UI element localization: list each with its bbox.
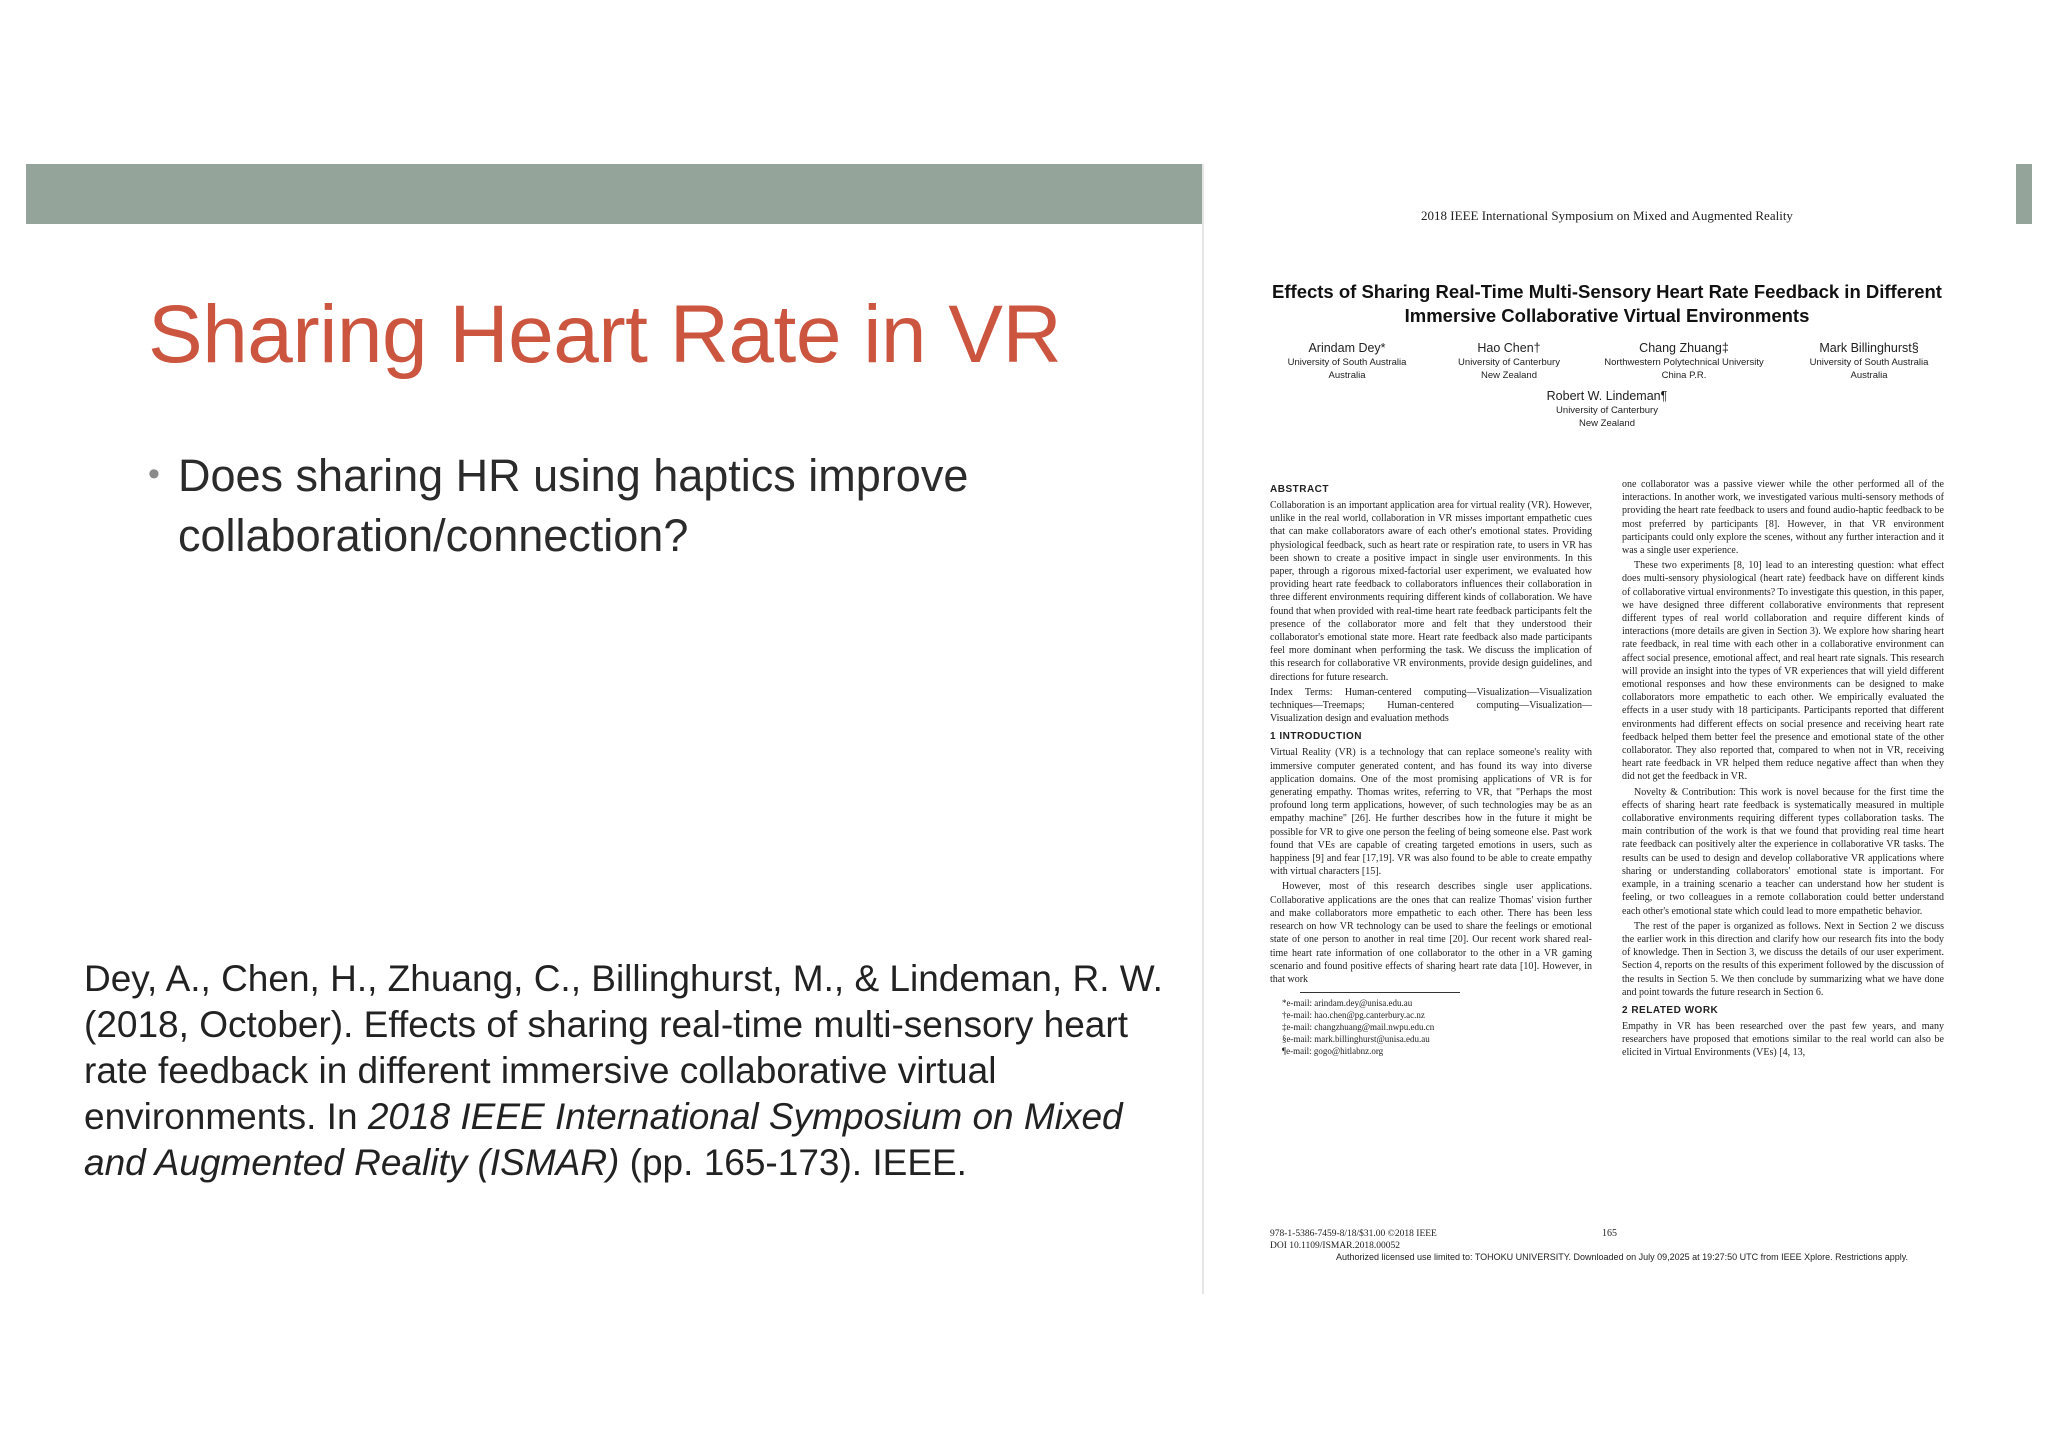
author-name: Hao Chen†: [1477, 341, 1541, 355]
paper-left-column: [1270, 478, 1592, 1057]
doi-line: DOI 10.1109/ISMAR.2018.00052: [1270, 1241, 1401, 1251]
author-name: Chang Zhuang‡: [1639, 341, 1729, 355]
paper-author: [1262, 340, 1432, 382]
footnote: *e-mail: arindam.dey@unisa.edu.au: [1282, 998, 1413, 1009]
body-paragraph: Novelty & Contribution: This work is novel because for the first time the effects of sharing heart rate feedback is systematically measured in multiple collaborative environments requiring different types collaboration tasks. The main contribution of the work is that we found that providing real time heart rate feedback can positively alter the experience in collaborative VR tasks. The results can be used to design and develop collaborative VR applications where sharing or understanding collaborators' emotional state is important. For example, in a training scenario a teacher can understand how her student is feeling, or two colleagues in a remote collaboration could better understand each other's emotional state which could lead to more empathetic behavior.: [1622, 786, 1944, 917]
index-terms: Index Terms: Human-centered computing—Visualization—Visualization techniques—Treemaps; Human-centered computing—Visualization—Visualization design and evaluation methods: [1270, 686, 1592, 725]
body-paragraph: The rest of the paper is organized as follows. Next in Section 2 we discuss the earlier work in this direction and clarify how our research fits into the body of knowledge. Then in Section 3, we discuss the details of our user experiment. Section 4, reports on the results of this experiment followed by the discussion of the results in Section 5. We then conclude by summarizing what we have done and point towards the future research in Section 6.: [1622, 920, 1944, 998]
author-country: New Zealand: [1481, 370, 1537, 381]
author-country: Australia: [1328, 370, 1366, 381]
author-country: Australia: [1850, 370, 1888, 381]
paper-footer: [1270, 1228, 1437, 1252]
citation-pages: (pp. 165-173). IEEE.: [619, 1142, 967, 1183]
license-note: Authorized licensed use limited to: TOHOKU UNIVERSITY. Downloaded on July 09,2025 at 19:27:50 UTC from IEEE Xplore. Restrictions apply.: [1335, 1252, 1909, 1262]
slide-title: Sharing Heart Rate in VR: [148, 289, 1062, 380]
footnotes: [1282, 997, 1592, 1057]
citation: [84, 956, 1194, 1186]
paper-right-column: [1622, 478, 1944, 1062]
page-number: 165: [1602, 1228, 1617, 1239]
author-name: Arindam Dey*: [1308, 341, 1386, 355]
author-affiliation: University of Canterbury: [1556, 405, 1658, 416]
footnote: ¶e-mail: gogo@hitlabnz.org: [1282, 1046, 1384, 1057]
intro-paragraph: However, most of this research describes single user applications. Collaborative applications are the ones that can realize Thomas' vision further and make collaborators more empathetic to each other. There has been less research on how VR technology can be used to share the feelings or emotional state of one person to another in real time [20]. Our recent work shared real-time heart rate information of one collaborator to the other in a VR gaming scenario and found positive effects of sharing heart rate data [10]. However, in that work: [1270, 881, 1592, 985]
body-paragraph: Empathy in VR has been researched over the past few years, and many researchers have proposed that emotions similar to the real world can also be elicited in Virtual Environments (VEs) [4, 13,: [1622, 1020, 1944, 1059]
author-affiliation: University of South Australia: [1809, 357, 1929, 368]
isbn-line: 978-1-5386-7459-8/18/$31.00 ©2018 IEEE: [1270, 1229, 1437, 1239]
author-affiliation: University of South Australia: [1287, 357, 1407, 368]
paper-image: [1262, 200, 1952, 1280]
footnote: §e-mail: mark.billinghurst@unisa.edu.au: [1282, 1034, 1430, 1045]
abstract-heading: ABSTRACT: [1270, 484, 1329, 495]
footnote: ‡e-mail: changzhuang@mail.nwpu.edu.cn: [1282, 1022, 1435, 1033]
paper-conference: 2018 IEEE International Symposium on Mixed and Augmented Reality: [1421, 208, 1793, 223]
intro-paragraph: Virtual Reality (VR) is a technology that can replace someone's reality with immersive computer generated content, and has found its way into diverse application domains. One of the most promising applications of VR is for generating empathy. Thomas writes, referring to VR, that "Perhaps the most profound long term applications, however, of such technologies may be as an empathy machine" [26]. He further describes how in the future it might be possible for VR to give one person the feeling of being someone else. Past work found that VEs are capable of creating targeted emotions in users, such as happiness [9] and fear [17,19]. VR was also found to be able to create empathy with virtual characters [15].: [1270, 747, 1592, 878]
title-bar-decoration: [26, 164, 1202, 224]
citation-venue: 2018 IEEE International Symposium on Mixed and Augmented Reality (ISMAR): [84, 1096, 1123, 1183]
author-name: Robert W. Lindeman¶: [1546, 389, 1668, 403]
author-affiliation: Northwestern Polytechnical University: [1604, 357, 1764, 368]
footnote: †e-mail: hao.chen@pg.canterbury.ac.nz: [1282, 1010, 1425, 1021]
author-country: China P.R.: [1661, 370, 1707, 381]
paper-author: [1507, 388, 1707, 430]
related-heading: 2 RELATED WORK: [1622, 1004, 1719, 1016]
divider: [1202, 164, 1204, 1294]
bullet-icon: •: [148, 455, 160, 493]
footnote-rule: [1300, 992, 1460, 993]
paper-author: [1584, 340, 1784, 382]
body-paragraph: These two experiments [8, 10] lead to an interesting question: what effect does multi-sensory physiological (heart rate) feedback have on different kinds of collaborative virtual environments? To investigate this question, in this paper, we have designed three different collaborative environments that represent different types of real world collaboration and require different kinds of interactions (more details are given in Section 3). We explore how sharing heart rate feedback, in real time with each other in a collaborative environment can affect social presence, emotional affect, and real heart rate signals. This research will provide an insight into the types of VR experiences that will yield different emotional responses and how these environments can be designed to make collaborators more empathetic to each other. We empirically evaluated the effects in a user study with 18 participants. Participants reported that different environments had different effects on social presence and receiving heart rate feedback helped them better feel the presence and emotional state of the other collaborator. They also reported that, compared to when not in VR, receiving heart rate feedback in VR helped them reduce negative affect than when they did not get the feedback in VR.: [1622, 560, 1944, 783]
author-affiliation: University of Canterbury: [1458, 357, 1560, 368]
paper-title: Effects of Sharing Real-Time Multi-Sensory Heart Rate Feedback in Different Immersive Collaborative Virtual Environments: [1272, 281, 1942, 326]
author-country: New Zealand: [1579, 418, 1635, 429]
body-paragraph: one collaborator was a passive viewer while the other performed all of the interactions. In another work, we investigated various multi-sensory methods of providing the heart rate feedback to users and found audio-haptic feedback to be most preferred by participants [8]. However, in that VR environment participants could only explore the scenes, without any further interaction and it was a single user experience.: [1622, 479, 1944, 557]
author-name: Mark Billinghurst§: [1819, 341, 1919, 355]
intro-heading: 1 INTRODUCTION: [1270, 731, 1362, 743]
paper-author: [1434, 340, 1584, 382]
title-bar-decoration-right: [2016, 164, 2032, 224]
paper-author: [1784, 340, 1954, 382]
bullet-text: Does sharing HR using haptics improve collaboration/connection?: [178, 450, 969, 561]
abstract-text: Collaboration is an important application area for virtual reality (VR). However, unlike in the real world, collaboration in VR misses important empathetic cues that can make collaborators aware of each other's emotional states. Providing physiological feedback, such as heart rate or respiration rate, to users in VR has been shown to create a positive impact in single user environments. In this paper, through a rigorous mixed-factorial user experiment, we evaluated how providing heart rate feedback to collaborators influences their collaboration in three different environments requiring different kinds of collaboration. We have found that when provided with real-time heart rate feedback participants felt the presence of the collaborator more and felt that they understood their collaborator's emotional state more. Heart rate feedback also made participants feel more dominant when performing the task. We discuss the implication of this research for collaborative VR environments, provide design guidelines, and directions for future research.: [1270, 500, 1592, 683]
citation-authors: Dey, A., Chen, H., Zhuang, C., Billinghurst, M., & Lindeman, R. W. (2018, October). Effects of sharing real-time multi-sensory heart rate feedback in different immersive collaborative virtual environments. In: [84, 958, 1163, 1137]
bullet-point: [148, 446, 1148, 566]
